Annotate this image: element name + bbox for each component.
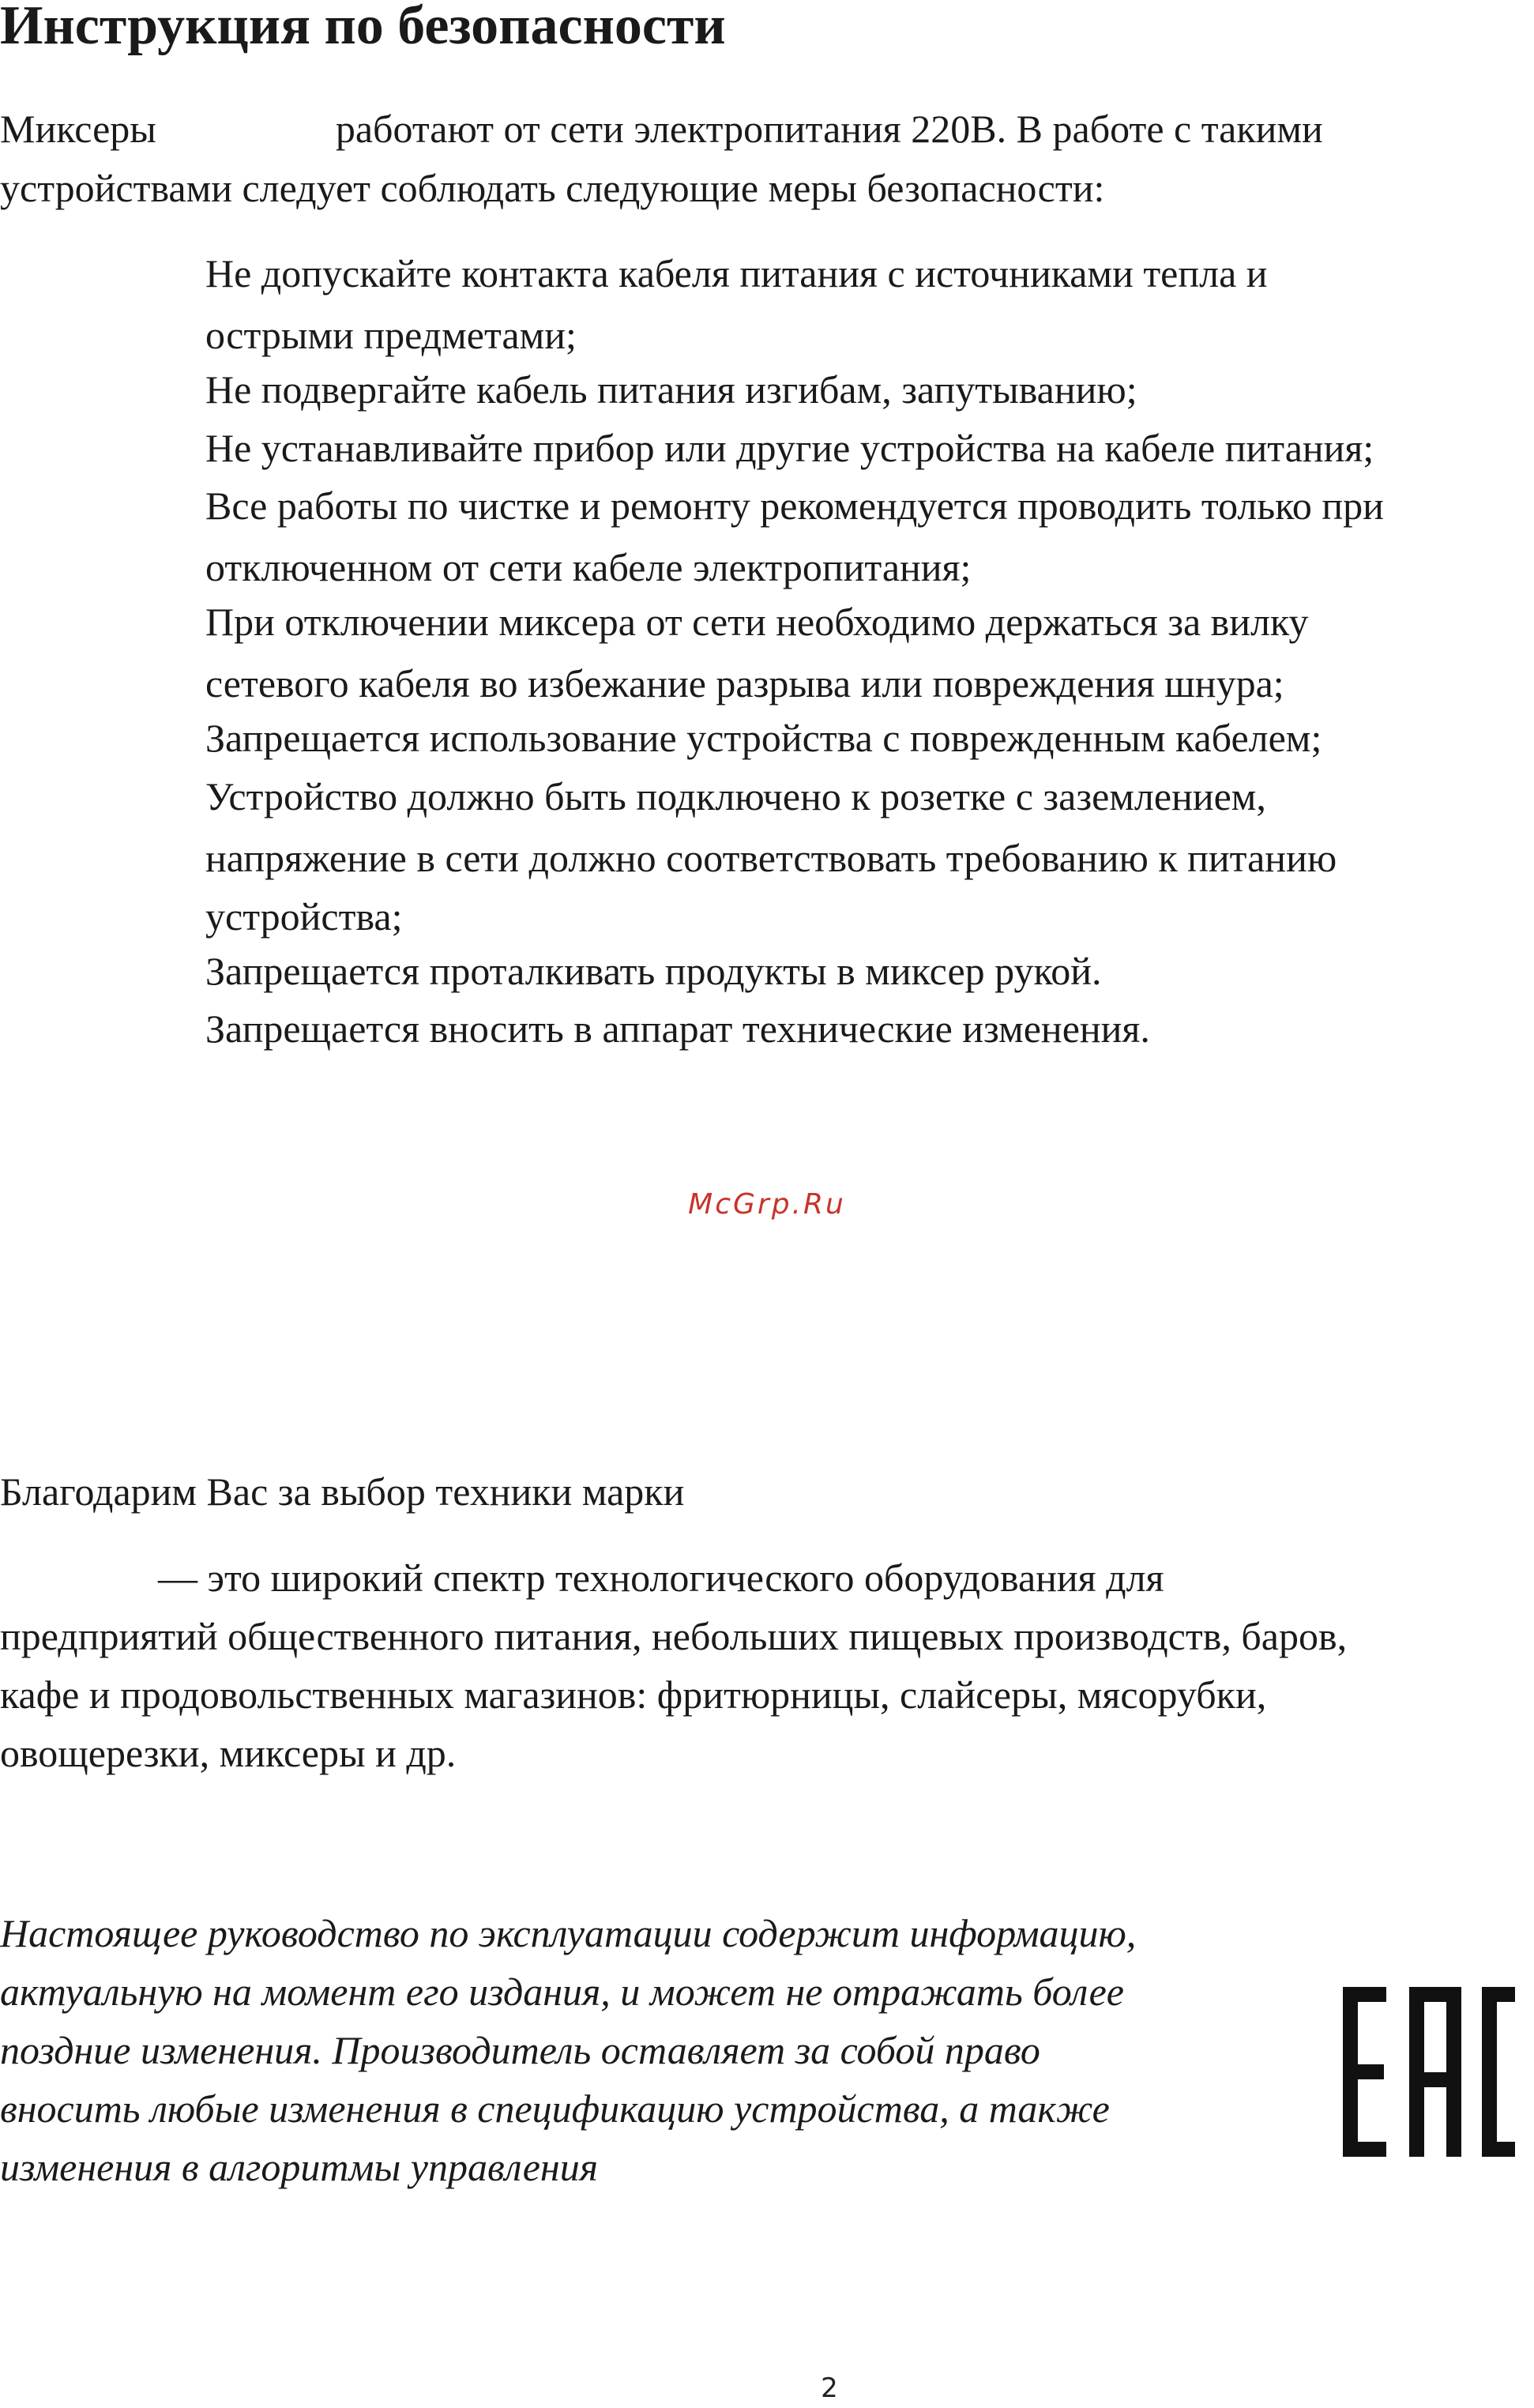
eac-certification-mark	[1343, 1987, 1515, 2157]
disclaimer-line: поздние изменения. Производитель оставляет за собой право	[0, 2028, 1040, 2072]
rule-line: Запрещается использование устройства с поврежденным кабелем;	[205, 716, 1322, 760]
description-line: овощерезки, миксеры и др.	[0, 1731, 457, 1775]
disclaimer-line: изменения в алгоритмы управления	[0, 2145, 598, 2189]
rule-line: Устройство должно быть подключено к розетке с заземлением,	[205, 774, 1266, 818]
rule-line: Запрещается проталкивать продукты в миксер рукой.	[205, 949, 1102, 993]
rule-line: напряжение в сети должно соответствовать требованию к питанию	[205, 836, 1337, 880]
description-line: предприятий общественного питания, небольших пищевых производств, баров,	[0, 1614, 1348, 1658]
thanks-text: Благодарим Вас за выбор техники марки	[0, 1469, 685, 1514]
rule-line: Не устанавливайте прибор или другие устройства на кабеле питания;	[205, 426, 1374, 470]
rule-line: устройства;	[205, 894, 403, 939]
description-line: кафе и продовольственных магазинов: фритюрницы, слайсеры, мясорубки,	[0, 1672, 1267, 1717]
rule-line: Все работы по чистке и ремонту рекомендуется проводить только при	[205, 483, 1384, 528]
intro-line-1	[0, 100, 1534, 159]
disclaimer-line: Настоящее руководство по эксплуатации содержит информацию,	[0, 1911, 1137, 1955]
rule-line: сетевого кабеля во избежание разрыва или повреждения шнура;	[205, 661, 1284, 705]
disclaimer-line: актуальную на момент его издания, и может не отражать более	[0, 1970, 1124, 2014]
intro-line-2: устройствами следует соблюдать следующие меры безопасности:	[0, 166, 1105, 210]
page-number: 2	[821, 2372, 838, 2404]
description-line: — это широкий спектр технологического оборудования для	[158, 1556, 1164, 1600]
intro-paragraph	[0, 100, 1534, 218]
page-title: Инструкция по безопасности	[0, 0, 726, 56]
intro-start: Миксеры	[0, 107, 156, 151]
rule-line: При отключении миксера от сети необходимо держаться за вилку	[205, 600, 1309, 644]
rule-line: Не допускайте контакта кабеля питания с источниками тепла и	[205, 251, 1268, 295]
watermark: McGrp.Ru	[688, 1188, 846, 1221]
rule-line: Запрещается вносить в аппарат технические изменения.	[205, 1006, 1150, 1051]
rule-line: отключенном от сети кабеле электропитания;	[205, 545, 972, 589]
rule-line: Не подвергайте кабель питания изгибам, запутыванию;	[205, 367, 1137, 412]
intro-end: работают от сети электропитания 220В. В работе с такими	[335, 107, 1323, 151]
rule-line: острыми предметами;	[205, 313, 577, 357]
eac-logo-icon	[1343, 1987, 1515, 2157]
disclaimer-line: вносить любые изменения в спецификацию устройства, а также	[0, 2086, 1110, 2131]
